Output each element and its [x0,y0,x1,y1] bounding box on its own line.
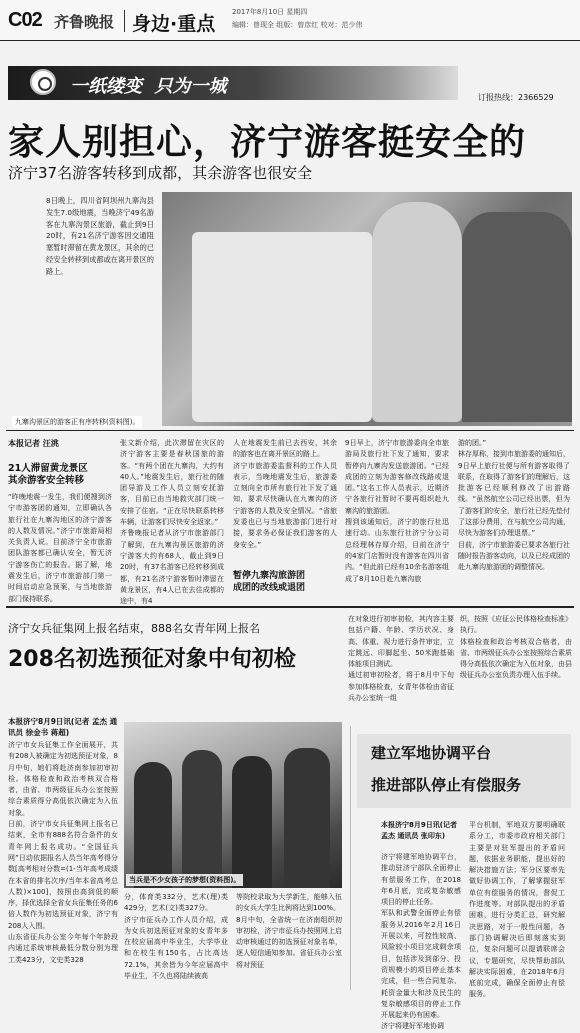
story1-photo [162,192,572,426]
story1-headline: 家人别担心，济宁游客挺安全的 [8,122,527,163]
sidebar-col2: 平台机制，军地双方要明确联系分工，市委市政府相关部门主要是对驻军提出的矛盾问题，依据业务职能，提出好的解决措施方法；军分区要率先做好协调工作，了解掌握驻军单位有偿服务的情况，督促工作进度等。对部队提出的矛盾困难，进行分类汇总，研究解决思路，对于一般性问题，各部门协调解决后即刻落实到位，复杂问题可以提请联席会议，专题研究，尽快帮助部队解决实际困难，在2018年6月底前完成，确保全面停止有偿服务。 [469,821,565,999]
story2-photo-caption: 当兵是不少女孩子的梦想(资料图)。 [126,874,243,886]
story1-photo-text: 8日晚上，四川省阿坝州九寨沟县发生7.0级地震，当晚济宁49名游客在九寨沟景区旅游，截止到9日20时，有21名济宁游客因交通阻塞暂时滞留在黄龙景区，其余的已经安全转移到成都或在离开景区的路上。 [46,196,154,276]
sidebar-col1: 济宁将建军地协调平台，推动驻济宁部队全面停止有偿服务工作，在2018年6月底，完成复杂敏感项目的停止任务。 军队和武警全面停止有偿服务从2016年2月16日开展以来，可控性较高、风险较小项目完成剩余项目，包括涉及到部分、投资规模小的项目停止基本完成，但一些合同复杂、耗资金量大和涉及民生的复杂敏感项目的停止工作开展起来仍有困难。 济宁将建好军地协调 [381,853,461,1031]
story2-photo [124,722,342,888]
story1-byline: 本报记者 汪洮 [8,439,59,448]
story2-headline: 208名初选预征对象中旬初检 [8,647,296,672]
bus-shape [192,232,372,422]
story1-subhead: 济宁37名游客转移到成都，其余游客也很安全 [8,164,313,182]
story2-kicker: 济宁女兵征集网上报名结束，888名女青年网上报名 [8,622,260,635]
story1-divider [6,430,574,431]
story1-box-title: 21人滞留黄龙景区 其余游客安全转移 [8,463,88,486]
story1-col1: “昨晚地震一发生，我们便搜到济宁市游客团的通知，立即确认各旅行社在九寨沟地区的济宁游客的人数及情况。”济宁市旅游局相关负责人说。目前济宁全市旅游团队游客都已确认安全，暂无济宁游客伤亡的报告。据了解，地震发生后，济宁市旅游部门第一时间启动应急预案，与当地旅游部门保持联系。 [8,493,112,603]
story1-col3: 人在地震发生前已去西安，其余的游客也在离开景区的路上。 济宁市旅游委监督科的工作人员表示，当晚地震发生后，旅游委立刻向全市所有旅行社下发了通知，要求尽快确认在九寨沟的济宁游客的人数及安全情况。“省旅发委也已与当地旅游部门进行对接，要求务必保证我们游客的人身安全。” [233,439,337,549]
paper-name: 齐鲁晚报 [54,13,115,31]
date-line: 2017年8月10日 星期四 [232,8,308,16]
crowd-shape [462,212,572,422]
story2-col1: 济宁市女兵征集工作全面展开，共有208人被确定为初选预征对象，8月中旬，她们将赴济南参加初审初检。体格检查和政治考核双合格者，由省、市两级征兵办公室按照综合素质得分高低依次确定为入伍对象。 日前，济宁市女兵征集网上报名已结束，全市有888名符合条件的女青年网上报名成功。“全国征兵网”日动依据报名人员当年高考得分数[高考相对分数=(1-当年高考成绩在本省的排名次序/当年本省高考总人数)×100]，按照由高到低的顺序，择优选择全省女兵征集任务的6倍人数作为初选预征对象，济宁有208人入围。 山东省征兵办公室今年每个年龄段内通过系统审核最低分数分别为理工类423分，文史类328 [8,741,118,964]
sidebar-byline: 本报济宁8月9日讯(记者 孟杰 通讯员 张印东) [381,821,457,840]
section-name: 身边·重点 [132,13,216,35]
story1-col3-subtitle: 暂停九寨沟旅游团 成团的改线或退团 [233,571,306,593]
sidebar-headline-2: 推进部队停止有偿服务 [371,776,522,794]
story1-col5: 游的团。” 林存厚称，接到市旅游委的通知后，9日早上旅行社便与所有游客取得了联系，在取得了游客们的理解后，这批游客已经顺利修改了出游路线。“虽然航空公司已经出票，但为了游客们的安全，旅行社已经先垫付了这部分费用，在与航空公司沟通，尽快为游客们办理退票。” 目前，济宁市旅游委已要求各旅行社随时报告游客动向，以及已经成团的赴九寨沟旅游团的调整情况。 [458,439,570,572]
story2-top-right: 在对象进行初审初检，其内容主要包括户籍、年龄、学历状况、身高、体重、视力进行条件审定，立定跳远、印脚起坐、50米跑基础体能项目测试。 通过初审初检者，将于8月中下旬参加体格检查，女青年体检由省征兵办公室统一组 [348,615,454,703]
logo-emblem-icon [30,69,56,95]
masthead-divider [124,10,125,32]
person-shape [372,202,462,422]
story2-bottom1: 分，体育类332分，艺术(理)类429分，艺术(文)类327分。 济宁市征兵办工作人员介绍，成为女兵初选预征对象的女青年多在校应届高中毕业生，大学毕业和在校生有150名，占比高达72.1%，其余皆为今年应届高中毕业生，不久也将陆续被高 [124,893,228,981]
soldier-shape-2 [182,750,222,888]
story2-bottom2: 等院校录取为大学新生，能够入伍的女兵大学生比例将达到100%。 8月中旬，全省统一在济南组织初审初检，济宁市征兵办按照网上启动审核通过的初选预征对象名单，逐人短信通知参加。省征兵办公室将对预征 [236,893,342,969]
section-divider [6,606,574,608]
story1-text-box [46,195,154,425]
story1-photo-caption: 九寨沟景区的游客正有序转移(资料图)。 [12,416,142,428]
story1-col2: 张文新介绍，此次滞留在灾区的济宁游客主要是春秋国旅的游客。“有两个团在九寨沟，大约有40人。”地震发生后，旅行社的随团导游及工作人员立刻安抚游客，目前已由当地救灾部门统一安排了住宿。“正在尽快联系转移车辆，让游客们尽快安全返家。” 齐鲁晚报记者从济宁市旅游部门了解到，在九寨沟景区旅游的济宁游客大约有68人，截止到9日20时，有37名游客已经转移到成都，有21名济宁游客暂时滞留在黄龙景区，有4人已在去往成都的途中，有4 [120,439,224,606]
slogan-banner [8,66,458,100]
soldier-shape-3 [232,756,272,888]
masthead [0,0,580,41]
story1-col4: 9日早上，济宁市旅游委向全市旅游局及旅行社下发了通知，要求暂停向九寨沟发送旅游团。“已经成团的立刻为游客修改线路或退团。”这名工作人员表示，近期济宁各旅行社暂时不要再组织赴九寨沟的旅游团。 搜到该通知后，济宁的旅行社迅速行动。山东旅行社济宁分公司总经理林存厚介绍，目前在济宁的4家门店暂时没有游客在四川省内。“但此前已经有10余名游客组成了8月10日赴九寨沟旅 [345,439,449,583]
sidebar-story-box [350,726,573,1031]
editors-line: 编辑：曾现全 组版：曾彦红 校对：范少伟 [232,21,363,29]
soldier-shape-4 [284,748,330,888]
soldier-shape-1 [134,762,172,888]
subscribe-hotline: 订报热线：2366529 [478,93,554,102]
sidebar-headline-1: 建立军地协调平台 [371,744,492,762]
banner-slogan: 一纸缕变 只为一城 [70,76,227,97]
story2-byline: 本报济宁8月9日讯(记者 孟杰 通讯员 徐金书 蒋超) [8,717,118,737]
story2-top-right2: 织，按照《应征公民体格检查标准》执行。 体格检查和政治考核双合格者，由省、市两级征兵办公室按照综合素质得分高低依次确定为入伍对象，由县级征兵办公室负责办理入伍手续。 [460,615,572,680]
page-code: C02 [8,9,42,31]
